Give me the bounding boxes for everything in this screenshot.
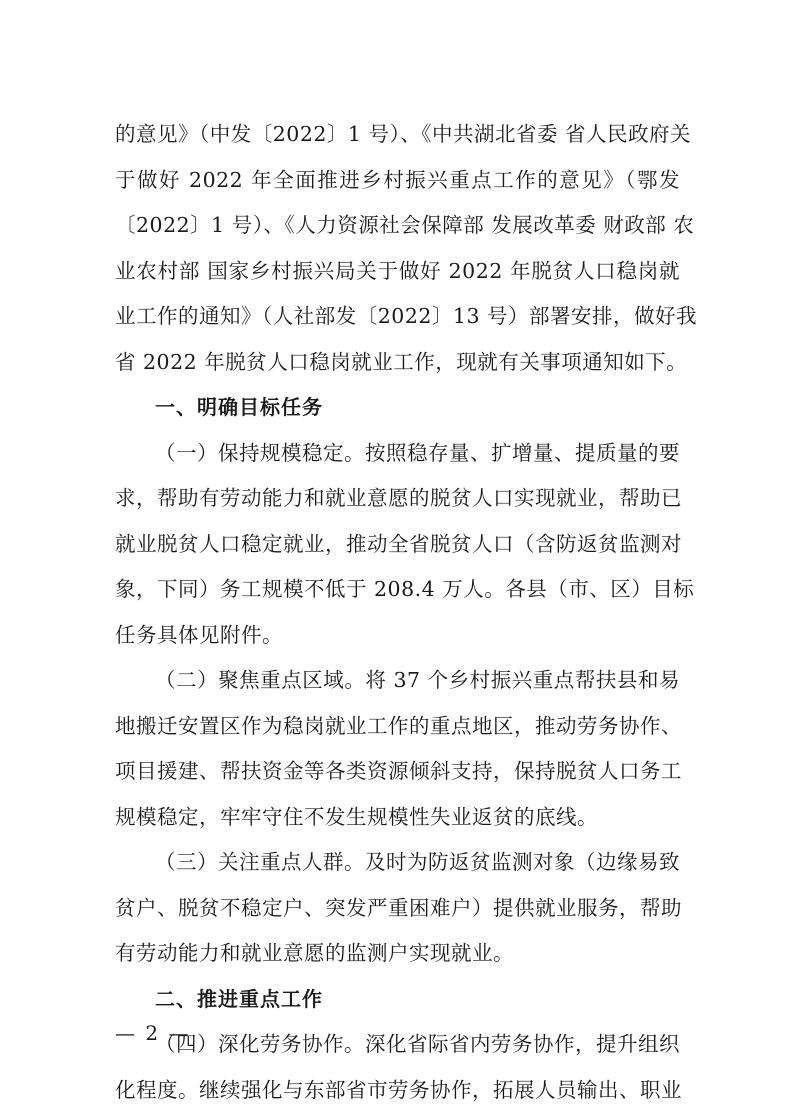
paragraph-line: 规模稳定，牢牢守住不发生规模性失业返贫的底线。 [115,805,598,829]
paragraph-line: 就业脱贫人口稳定就业，推动全省脱贫人口（含防返贫监测对 [115,532,682,556]
paragraph-line: 的意见》（中发〔2022〕1 号）、《中共湖北省委 省人民政府关 [115,122,691,146]
paragraph-line: 省 2022 年脱贫人口稳岗就业工作，现就有关事项通知如下。 [115,350,688,374]
paragraph-line: （四）深化劳务协作。深化省际省内劳务协作，提升组织 [155,1032,680,1056]
section-heading: 二、推进重点工作 [155,987,323,1011]
paragraph-line: 象，下同）务工规模不低于 208.4 万人。各县（市、区）目标 [115,577,695,601]
section-heading: 一、明确目标任务 [155,395,323,419]
paragraph-line: （二）聚焦重点区域。将 37 个乡村振兴重点帮扶县和易 [155,668,680,692]
paragraph-line: （三）关注重点人群。及时为防返贫监测对象（边缘易致 [155,850,680,874]
paragraph-line: 于做好 2022 年全面推进乡村振兴重点工作的意见》（鄂发 [115,168,680,192]
paragraph-line: 〔2022〕1 号）、《人力资源社会保障部 发展改革委 财政部 农 [115,213,695,237]
paragraph-line: 有劳动能力和就业意愿的监测户实现就业。 [115,941,514,965]
paragraph-line: 贫户、脱贫不稳定户、突发严重困难户）提供就业服务，帮助 [115,896,682,920]
paragraph-line: 地搬迁安置区作为稳岗就业工作的重点地区，推动劳务协作、 [115,714,682,738]
paragraph-line: 求，帮助有劳动能力和就业意愿的脱贫人口实现就业，帮助已 [115,486,682,510]
paragraph-line: 项目援建、帮扶资金等各类资源倾斜支持，保持脱贫人口务工 [115,759,682,783]
page-number: — 2 — [115,1021,191,1045]
paragraph-line: 化程度。继续强化与东部省市劳务协作，拓展人员输出、职业 [115,1078,682,1102]
paragraph-line: 业工作的通知》（人社部发〔2022〕13 号）部署安排，做好我 [115,304,698,328]
paragraph-line: 任务具体见附件。 [115,623,283,647]
paragraph-line: 业农村部 国家乡村振兴局关于做好 2022 年脱贫人口稳岗就 [115,259,680,283]
paragraph-line: （一）保持规模稳定。按照稳存量、扩增量、提质量的要 [155,441,680,465]
